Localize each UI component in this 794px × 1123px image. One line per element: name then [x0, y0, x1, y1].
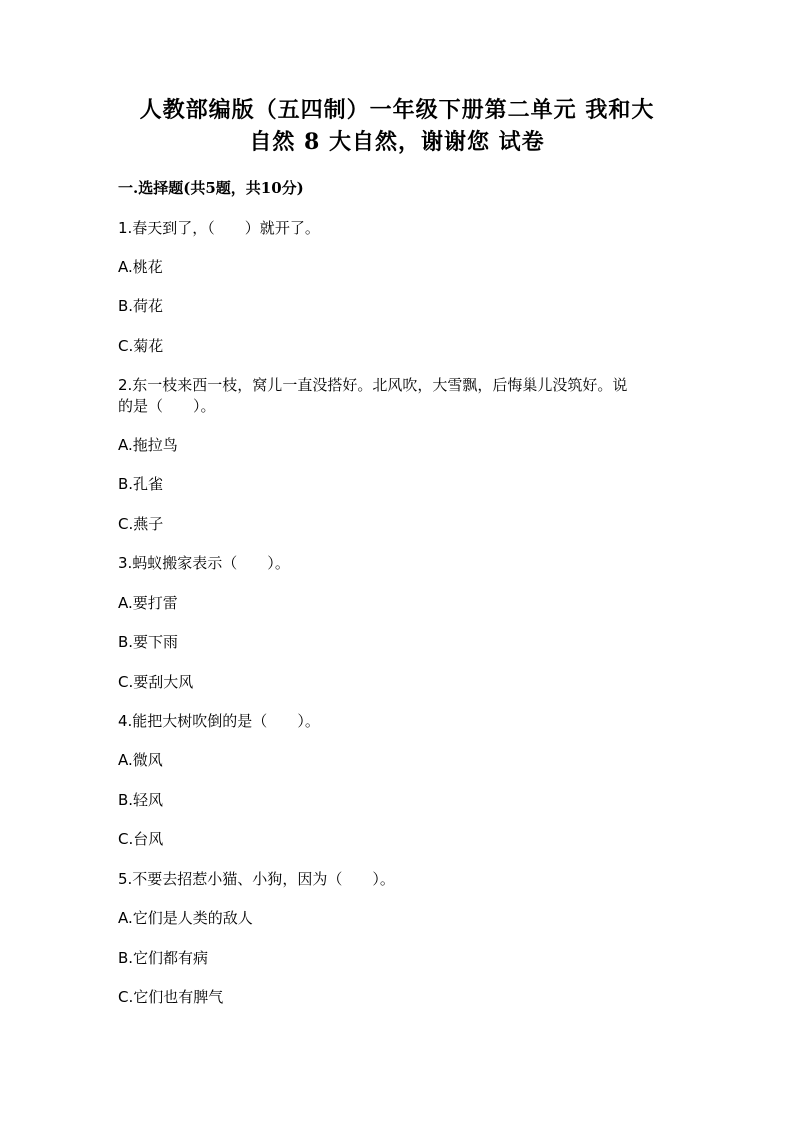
- question-5-option-b: B.它们都有病: [118, 949, 209, 967]
- question-4-option-a: A.微风: [118, 751, 163, 769]
- question-4-stem: 4.能把大树吹倒的是（ ）。: [118, 712, 320, 730]
- question-2-option-c: C.燕子: [118, 515, 164, 533]
- question-3-stem: 3.蚂蚁搬家表示（ ）。: [118, 554, 290, 572]
- title-line-2: 自然 8 大自然，谢谢您 试卷: [249, 129, 545, 155]
- question-1-option-a: A.桃花: [118, 258, 163, 276]
- question-1-stem: 1.春天到了，（ ）就开了。: [118, 219, 320, 237]
- question-2-option-a: A.拖拉鸟: [118, 436, 178, 454]
- question-3-option-b: B.要下雨: [118, 633, 179, 651]
- question-3-option-a: A.要打雷: [118, 594, 178, 612]
- question-5-option-c: C.它们也有脾气: [118, 988, 224, 1006]
- question-1-option-c: C.菊花: [118, 337, 164, 355]
- section-heading: 一.选择题(共5题，共10分): [118, 179, 304, 197]
- title-line-1: 人教部编版（五四制）一年级下册第二单元 我和大: [139, 97, 655, 123]
- question-5-option-a: A.它们是人类的敌人: [118, 909, 253, 927]
- question-3-option-c: C.要刮大风: [118, 673, 194, 691]
- page-title: [100, 94, 694, 158]
- question-2-stem-line-2: 的是（ ）。: [118, 397, 216, 415]
- question-4-option-b: B.轻风: [118, 791, 164, 809]
- question-1-option-b: B.荷花: [118, 297, 164, 315]
- question-4-option-c: C.台风: [118, 830, 164, 848]
- question-2-option-b: B.孔雀: [118, 475, 164, 493]
- question-2-stem-line-1: 2.东一枝来西一枝，窝儿一直没搭好。北风吹，大雪飘，后悔巢儿没筑好。说: [118, 376, 628, 394]
- question-5-stem: 5.不要去招惹小猫、小狗，因为（ ）。: [118, 870, 395, 888]
